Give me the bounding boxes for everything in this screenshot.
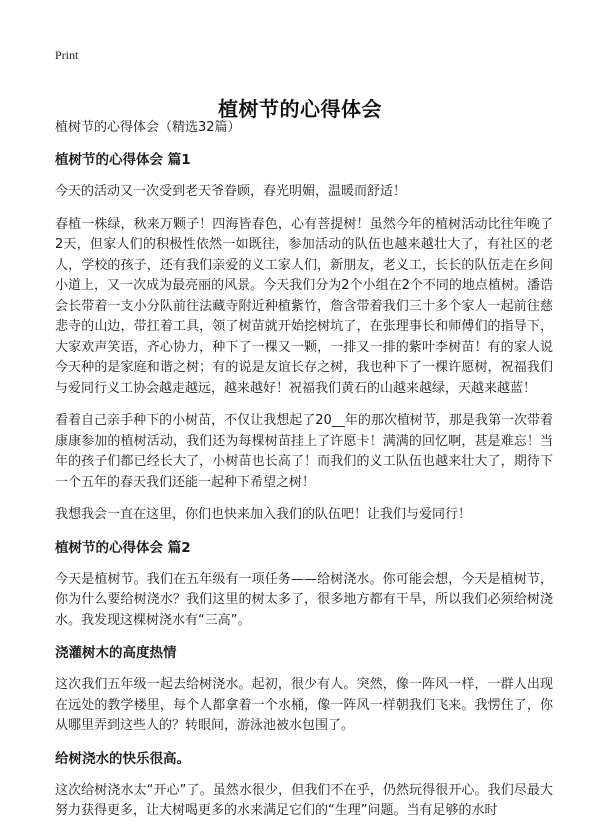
document-body [55,118,553,828]
print-link[interactable]: Print [55,48,79,62]
section-1-paragraph-4: 我想我会一直在这里，你们也快来加入我们的队伍吧！让我们与爱同行！ [55,507,472,522]
section-2-paragraph-1: 今天是植树节。我们在五年级有一项任务——给树浇水。你可能会想，今天是植树节，你为什么要给树浇水？我们这里的树太多了，很多地方都有干旱，所以我们必须给树浇水。我发现这棵树浇水有“三高”。 [55,571,553,628]
document-subtitle: 植树节的心得体会（精选32篇） [55,120,241,135]
section-3-heading: 浇灌树木的高度热情 [55,645,177,661]
section-3-paragraph-1: 这次我们五年级一起去给树浇水。起初，很少有人。突然，像一阵风一样，一群人出现在远处的教学楼里，每个人都拿着一个水桶，像一阵风一样朝我们飞来。我愣住了，你从哪里弄到这些人的？转眼间，游泳池被水包围了。 [55,677,553,733]
section-4-heading: 给树浇水的快乐很高。 [55,750,190,767]
section-1-paragraph-3: 看着自己亲手种下的小树苗，不仅让我想起了20__年的那次植树节，那是我第一次带着康康参加的植树活动，我们还为每棵树苗挂上了许愿卡！满满的回忆啊，甚是难忘！当年的孩子们都已经长大了，小树苗也长高了！而我们的义工队伍也越来壮大了，期待下一个五年的春天我们还能一起种下希望之树！ [55,413,553,490]
section-2-heading: 植树节的心得体会 篇2 [55,539,191,556]
section-1-paragraph-2: 春植一株绿，秋来万颗子！四海皆春色，心有菩提树！虽然今年的植树活动比往年晚了2天，但家人们的积极性依然一如既往，参加活动的队伍也越来越壮大了，有社区的老人，学校的孩子，还有我们亲爱的义工家人们，新朋友，老义工，长长的队伍走在乡间小道上，又一次成为最亮丽的风景。今天我们分为2个小组在2个不同的地点植树。潘诰会长带着一支小分队前往法藏寺附近种植紫竹，詹含带着我们三十多个家人一起前往慈悲寺的山边，带扛着工具，领了树苗就开始挖树坑了，在张理事长和师傅们的指导下，大家欢声笑语，齐心协力，种下了一棵又一颗，一排又一排的紫叶李树苗！有的家人说今天种的是家庭和谐之树；有的说是友谊长存之树，我也种下了一棵许愿树，祝福我们与爱同行义工协会越走越远，越来越好！祝福我们黄石的山越来越绿，天越来越蓝！ [55,216,553,396]
section-4-paragraph-1: 这次给树浇水太“开心”了。虽然水很少，但我们不在乎，仍然玩得很开心。我们尽最大努力获得更多，让大树喝更多的水来满足它们的“生理”问题。当有足够的水时 [55,782,553,818]
section-1-paragraph-1: 今天的活动又一次受到老天爷眷顾，春光明媚，温暖而舒适！ [55,184,407,199]
section-1-heading: 植树节的心得体会 篇1 [55,152,191,168]
document-title: 植树节的心得体会 [218,97,382,122]
